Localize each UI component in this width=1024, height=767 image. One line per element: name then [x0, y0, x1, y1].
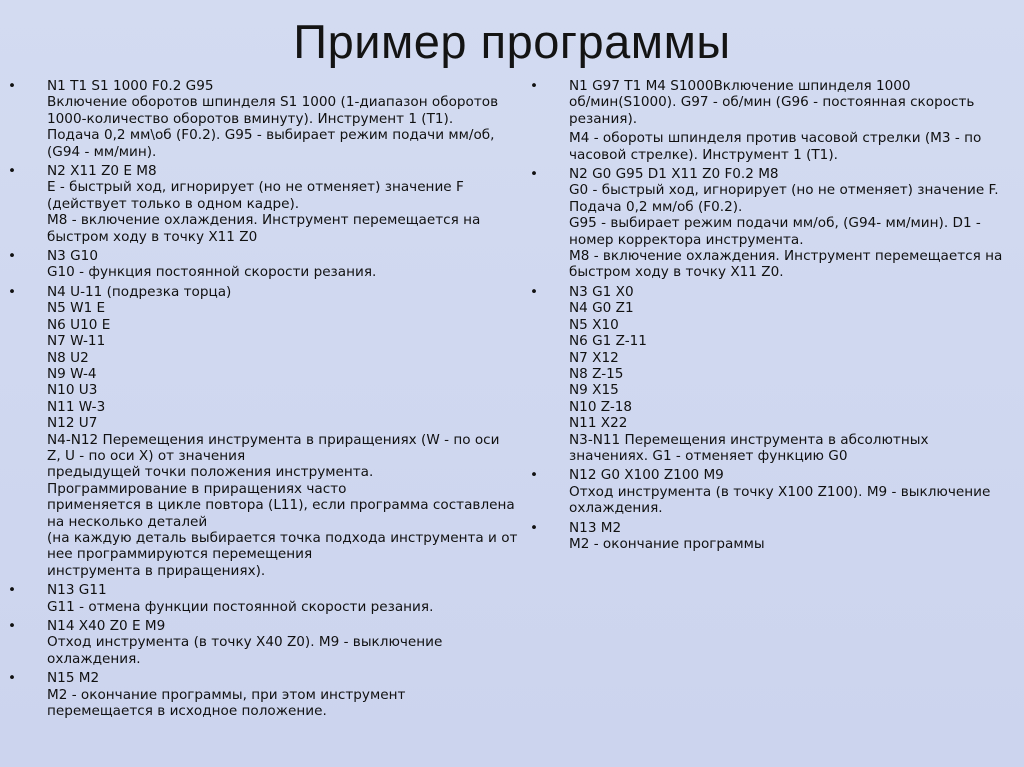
- text-line: N13 M2: [569, 519, 622, 536]
- text-line: охлаждения.: [47, 650, 141, 667]
- text-line: E - быстрый ход, игнорирует (но не отменяет) значение F: [47, 179, 464, 196]
- text-line: Подача 0,2 мм\об (F0.2). G95 - выбирает режим подачи мм/об,: [47, 127, 495, 144]
- left-list-item: [8, 163, 520, 245]
- text-line: N6 G1 Z-11: [569, 333, 647, 350]
- text-line: N3-N11 Перемещения инструмента в абсолютных: [569, 431, 929, 448]
- text-line: инструмента в приращениях).: [47, 562, 266, 579]
- text-line: применяется в цикле повтора (L11), если программа составлена: [47, 497, 515, 514]
- text-line: значениях. G1 - отменяет функцию G0: [569, 447, 848, 464]
- text-line: N4 G0 Z1: [569, 300, 634, 317]
- text-line: N2 G0 G95 D1 X11 Z0 F0.2 M8: [569, 166, 779, 183]
- right-list-item: [530, 467, 1016, 516]
- text-line: N8 U2: [47, 349, 89, 366]
- text-line: об/мин(S1000). G97 - об/мин (G96 - постоянная скорость: [569, 94, 975, 111]
- text-line: N12 G0 X100 Z100 M9: [569, 467, 724, 484]
- text-line: N7 X12: [569, 349, 619, 366]
- text-line: быстром ходу в точку X11 Z0.: [569, 264, 784, 281]
- right-list-item: [530, 284, 1016, 464]
- text-line: N11 W-3: [47, 398, 106, 415]
- text-line: охлаждения.: [569, 500, 663, 517]
- text-line: N9 W-4: [47, 365, 97, 382]
- bullet-icon: •: [530, 166, 539, 183]
- text-line: N10 Z-18: [569, 398, 633, 415]
- text-line: N8 Z-15: [569, 365, 624, 382]
- right-list-item: [530, 520, 1016, 553]
- text-line: N2 X11 Z0 E M8: [47, 163, 157, 180]
- text-line: M2 - окончание программы, при этом инструмент: [47, 686, 406, 703]
- left-list-item: [8, 618, 520, 667]
- bullet-icon: •: [530, 78, 539, 94]
- text-line: номер корректора инструмента.: [569, 231, 804, 248]
- text-line: N4-N12 Перемещения инструмента в приращениях (W - по оси: [47, 431, 500, 448]
- text-line: N1 T1 S1 1000 F0.2 G95: [47, 78, 214, 94]
- text-line: Подача 0,2 мм/об (F0.2).: [569, 198, 743, 215]
- text-line: резания).: [569, 110, 638, 127]
- text-line: N7 W-11: [47, 333, 106, 350]
- text-line: N5 X10: [569, 316, 619, 333]
- text-line: 1000-количество оборотов вминуту). Инструмент 1 (T1).: [47, 110, 454, 127]
- bullet-icon: •: [8, 163, 17, 180]
- text-line: на несколько деталей: [47, 513, 208, 530]
- left-list-item: [8, 582, 520, 615]
- text-line: N13 G11: [47, 582, 107, 599]
- text-line: G11 - отмена функции постоянной скорости резания.: [47, 598, 434, 615]
- bullet-icon: •: [8, 248, 17, 265]
- left-list-item: [8, 284, 520, 579]
- text-line: N5 W1 E: [47, 300, 106, 317]
- text-line: (действует только в одном кадре).: [47, 195, 300, 212]
- text-line: (G94 - мм/мин).: [47, 143, 157, 160]
- bullet-icon: •: [8, 670, 17, 687]
- text-line: N3 G10: [47, 248, 98, 265]
- right-list-item: [530, 166, 1016, 281]
- text-line: N4 U-11 (подрезка торца): [47, 283, 232, 300]
- left-list-item: [8, 670, 520, 719]
- text-line: (на каждую деталь выбирается точка подхода инструмента и от: [47, 529, 518, 546]
- text-line: N6 U10 E: [47, 316, 111, 333]
- bullet-icon: •: [8, 78, 17, 94]
- text-line: Программирование в приращениях часто: [47, 480, 347, 497]
- text-line: G95 - выбирает режим подачи мм/об, (G94- мм/мин). D1 -: [569, 215, 981, 232]
- bullet-icon: •: [8, 582, 17, 599]
- text-line: N9 X15: [569, 382, 619, 399]
- text-line: M2 - окончание программы: [569, 535, 765, 552]
- text-line: N3 G1 X0: [569, 283, 634, 300]
- slide-title: Пример программы: [293, 15, 731, 68]
- bullet-icon: •: [530, 283, 539, 300]
- text-line: M4 - обороты шпинделя против часовой стрелки (M3 - по: [569, 130, 982, 147]
- text-line: N14 X40 Z0 E M9: [47, 618, 166, 634]
- right-column: [530, 78, 1016, 555]
- text-line: G10 - функция постоянной скорости резания.: [47, 264, 377, 281]
- text-line: N11 X22: [569, 415, 628, 432]
- text-line: Отход инструмента (в точку X100 Z100). M9 - выключение: [569, 483, 991, 500]
- bullet-icon: •: [8, 618, 17, 634]
- text-line: M8 - включение охлаждения. Инструмент перемещается на: [47, 212, 481, 229]
- text-line: G0 - быстрый ход, игнорирует (но не отменяет) значение F.: [569, 182, 999, 199]
- left-list-item: [8, 248, 520, 281]
- text-line: Z, U - по оси X) от значения: [47, 447, 246, 464]
- left-list-item: [8, 78, 520, 160]
- text-line: Отход инструмента (в точку X40 Z0). M9 - выключение: [47, 634, 443, 651]
- text-line: Включение оборотов шпинделя S1 1000 (1-диапазон оборотов: [47, 94, 499, 111]
- text-line: перемещается в исходное положение.: [47, 703, 327, 720]
- text-line: нее программируются перемещения: [47, 546, 313, 563]
- bullet-icon: •: [8, 283, 17, 300]
- text-line: N15 M2: [47, 670, 100, 687]
- right-list-item: [530, 78, 1016, 127]
- text-line: часовой стрелке). Инструмент 1 (T1).: [569, 146, 838, 163]
- text-line: предыдущей точки положения инструмента.: [47, 464, 374, 481]
- text-line: N12 U7: [47, 415, 98, 432]
- bullet-icon: •: [530, 519, 539, 536]
- text-line: N1 G97 T1 M4 S1000Включение шпинделя 1000: [569, 78, 911, 94]
- text-line: N10 U3: [47, 382, 98, 399]
- bullet-icon: •: [530, 467, 539, 484]
- right-list-item: [530, 130, 1016, 163]
- text-line: быстром ходу в точку X11 Z0: [47, 228, 258, 245]
- left-column: [8, 78, 520, 722]
- text-line: M8 - включение охлаждения. Инструмент перемещается на: [569, 248, 1003, 265]
